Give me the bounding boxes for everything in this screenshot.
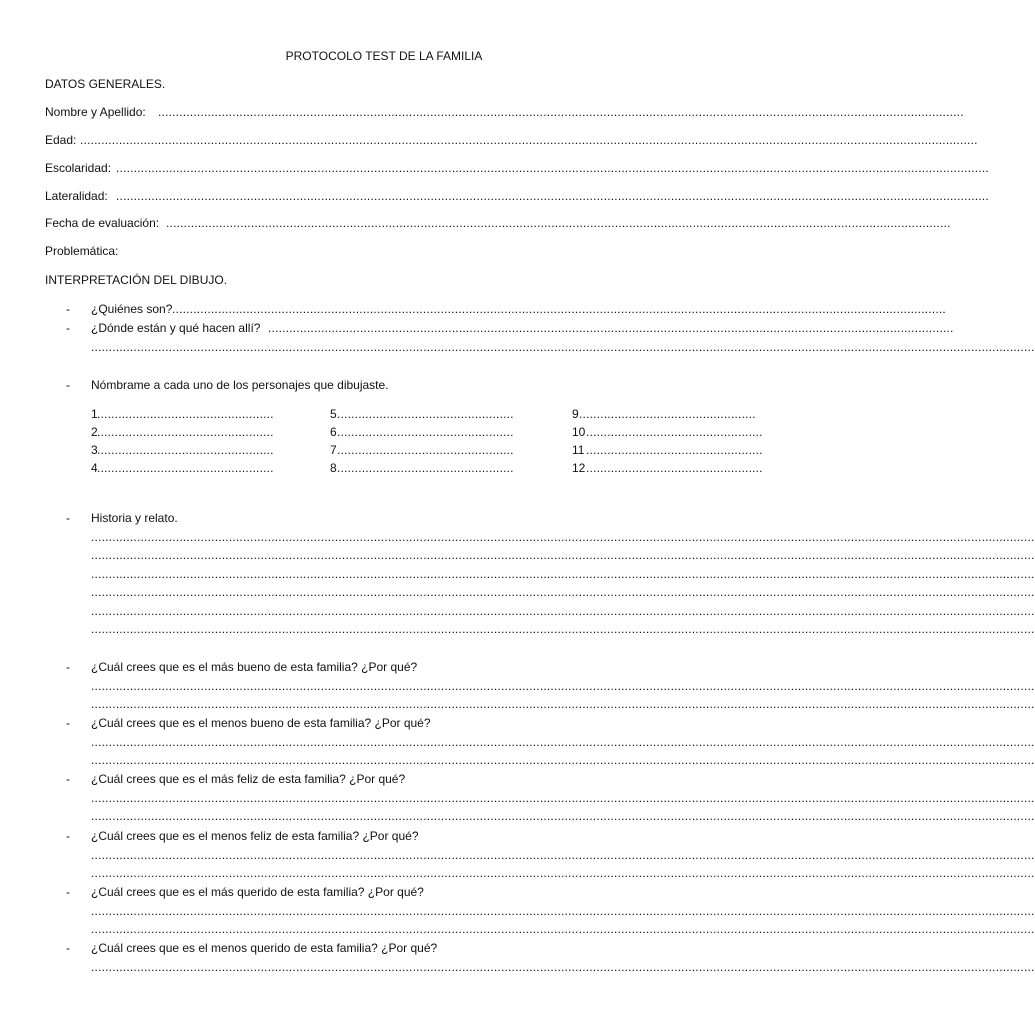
story-line-5[interactable]: ........................................................................................................................................................................................................................................................................... [91,604,1035,618]
name-line-3[interactable]: .................................................. [97,443,274,457]
answer-line[interactable]: ........................................................................................................................................................................................................................................................................... [91,679,1035,693]
question-least-good: ¿Cuál crees que es el menos bueno de esta familia? ¿Por qué? [91,716,431,730]
number-9: 9 [572,407,579,421]
name-line-5[interactable]: .................................................. [337,407,514,421]
answer-line[interactable]: ........................................................................................................................................................................................................................................................................... [91,735,1035,749]
bullet-dash: - [66,321,70,335]
bullet-dash: - [66,302,70,316]
bullet-dash: - [66,772,70,786]
answer-line[interactable]: ........................................................................................................................................................................................................................................................................... [91,753,1035,767]
field-label-date: Fecha de evaluación: [45,216,160,230]
number-2: 2 [91,425,98,439]
field-label-name: Nombre y Apellido: [45,105,146,119]
question-who: ¿Quiénes son? [91,302,173,316]
name-line-6[interactable]: .................................................. [337,425,514,439]
question-name-characters: Nómbrame a cada uno de los personajes que dibujaste. [91,378,389,392]
answer-line-where-2[interactable]: ........................................................................................................................................................................................................................................................................... [91,340,1035,354]
general-heading: DATOS GENERALES. [45,77,166,91]
answer-line[interactable]: ........................................................................................................................................................................................................................................................................... [91,809,1035,823]
field-label-schooling: Escolaridad: [45,161,112,175]
field-line-schooling[interactable]: ....................................................................................................................................................................................................................................................... [116,161,989,175]
number-8: 8 [330,461,337,475]
number-5: 5 [330,407,337,421]
name-line-2[interactable]: .................................................. [97,425,274,439]
story-line-2[interactable]: ........................................................................................................................................................................................................................................................................... [91,548,1035,562]
bullet-dash: - [66,885,70,899]
number-11: 11 [572,443,585,457]
answer-line[interactable]: ........................................................................................................................................................................................................................................................................... [91,791,1035,805]
field-label-problem: Problemática: [45,244,119,258]
answer-line-who[interactable]: ........................................................................................................................................................................................................................... [172,302,946,316]
number-12: 12 [572,461,586,475]
name-line-4[interactable]: .................................................. [97,461,274,475]
answer-line-where[interactable]: .................................................................................................................................................................................................. [268,321,954,335]
field-line-age[interactable]: .............................................................................................................................................................................................................................................................. [80,133,978,147]
number-10: 10 [572,425,586,439]
name-line-8[interactable]: .................................................. [337,461,514,475]
number-6: 6 [330,425,337,439]
field-label-laterality: Lateralidad: [45,189,108,203]
number-3: 3 [91,443,98,457]
interpretation-heading: INTERPRETACIÓN DEL DIBUJO. [45,273,228,287]
bullet-dash: - [66,829,70,843]
bullet-dash: - [66,511,70,525]
bullet-dash: - [66,716,70,730]
answer-line[interactable]: ........................................................................................................................................................................................................................................................................... [91,866,1035,880]
question-where: ¿Dónde están y qué hacen allí? [91,321,261,335]
name-line-12[interactable]: .................................................. [586,461,763,475]
document-title: PROTOCOLO TEST DE LA FAMILIA [285,49,483,63]
bullet-dash: - [66,660,70,674]
answer-line[interactable]: ........................................................................................................................................................................................................................................................................... [91,848,1035,862]
story-line-1[interactable]: ........................................................................................................................................................................................................................................................................... [91,530,1035,544]
answer-line[interactable]: ........................................................................................................................................................................................................................................................................... [91,960,1035,974]
question-least-happy: ¿Cuál crees que es el menos feliz de esta familia? ¿Por qué? [91,829,419,843]
question-most-good: ¿Cuál crees que es el más bueno de esta familia? ¿Por qué? [91,660,418,674]
name-line-10[interactable]: .................................................. [586,425,763,439]
story-line-4[interactable]: ........................................................................................................................................................................................................................................................................... [91,585,1035,599]
question-story: Historia y relato. [91,511,178,525]
story-line-6[interactable]: ........................................................................................................................................................................................................................................................................... [91,622,1035,636]
name-line-1[interactable]: .................................................. [97,407,274,421]
number-7: 7 [330,443,337,457]
field-line-date[interactable]: .............................................................................................................................................................................................................................. [166,216,951,230]
name-line-9[interactable]: .................................................. [579,407,756,421]
number-4: 4 [91,461,98,475]
question-most-loved: ¿Cuál crees que es el más querido de esta familia? ¿Por qué? [91,885,424,899]
number-1: 1 [91,407,98,421]
name-line-11[interactable]: .................................................. [586,443,763,457]
bullet-dash: - [66,941,70,955]
question-most-happy: ¿Cuál crees que es el más feliz de esta familia? ¿Por qué? [91,772,406,786]
answer-line[interactable]: ........................................................................................................................................................................................................................................................................... [91,697,1035,711]
answer-line[interactable]: ........................................................................................................................................................................................................................................................................... [91,922,1035,936]
story-line-3[interactable]: ........................................................................................................................................................................................................................................................................... [91,567,1035,581]
field-line-laterality[interactable]: ....................................................................................................................................................................................................................................................... [116,189,989,203]
bullet-dash: - [66,378,70,392]
name-line-7[interactable]: .................................................. [337,443,514,457]
question-least-loved: ¿Cuál crees que es el menos querido de esta familia? ¿Por qué? [91,941,438,955]
field-label-age: Edad: [45,133,77,147]
field-line-name[interactable]: .................................................................................................................................................................................................................................... [158,105,964,119]
answer-line[interactable]: ........................................................................................................................................................................................................................................................................... [91,904,1035,918]
